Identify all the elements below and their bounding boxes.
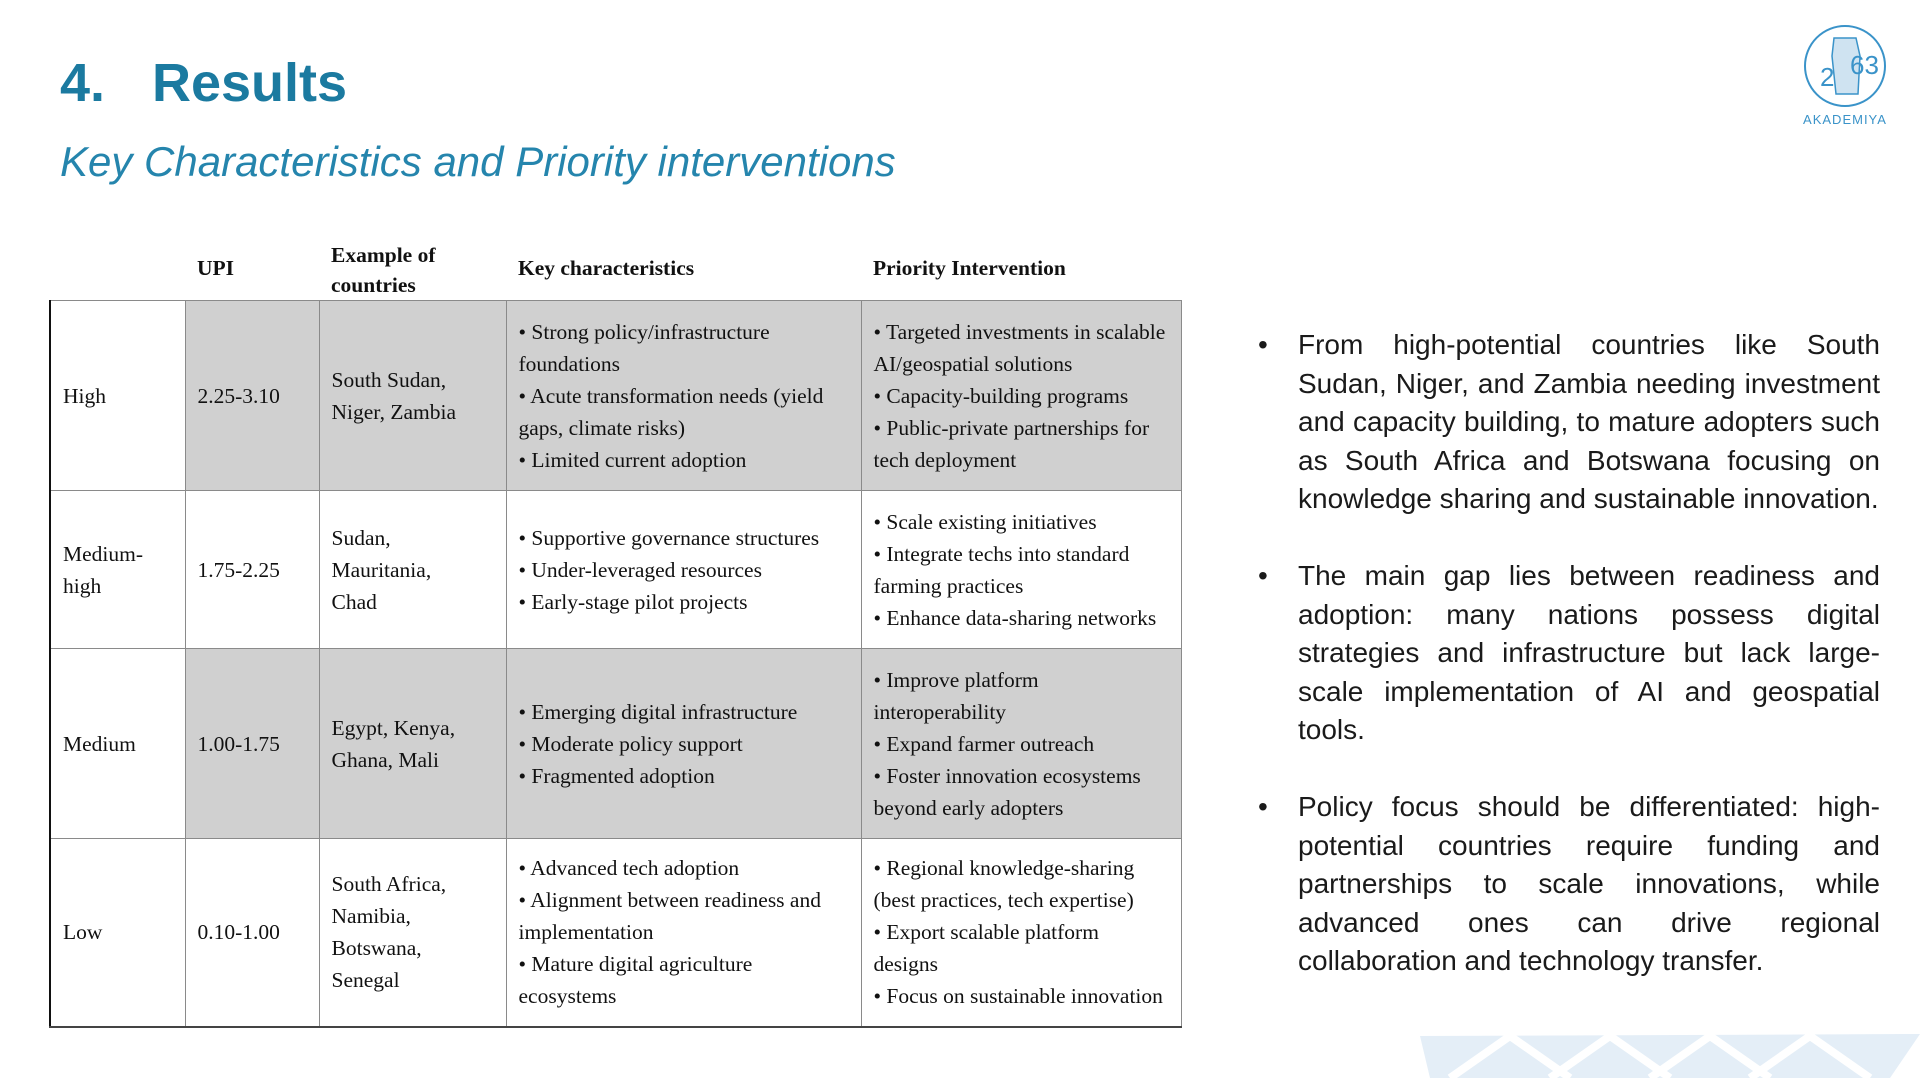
bullet-icon: •: [1258, 790, 1268, 822]
cell-characteristics: [506, 649, 861, 839]
bullet-icon: •: [1258, 559, 1268, 591]
cell-line: • Mature digital agriculture ecosystems: [518, 952, 753, 1009]
cell-line: Senegal: [331, 968, 400, 993]
cell-upi: 1.00-1.75: [185, 649, 319, 839]
header-intervention: Priority Intervention: [873, 256, 1066, 280]
cell-level: High: [50, 301, 185, 491]
cell-upi: 0.10-1.00: [185, 839, 319, 1027]
cell-interventions: [861, 491, 1181, 649]
svg-text:63: 63: [1850, 50, 1879, 80]
cell-countries: [319, 491, 506, 649]
cell-line: • Focus on sustainable innovation: [873, 984, 1163, 1009]
header-upi: UPI: [197, 256, 235, 280]
cell-line: • Enhance data-sharing networks: [873, 605, 1157, 630]
section-number: 4.: [60, 53, 106, 113]
table-row: [50, 491, 1181, 649]
header-countries: Example of countries: [331, 243, 436, 297]
cell-characteristics: [506, 301, 861, 491]
header-level: [50, 236, 185, 301]
cell-line: • Regional knowledge-sharing (best practices, tech expertise): [873, 856, 1135, 913]
cell-line: • Moderate policy support: [518, 731, 743, 756]
logo-text: AKADEMIYA: [1803, 112, 1887, 127]
cell-interventions: [861, 301, 1181, 491]
table-row: [50, 839, 1181, 1027]
bullet-text: The main gap lies between readiness and adoption: many nations possess digital strategies and infrastructure but lack large-scale implementation of AI and geospatial tools.: [1298, 559, 1880, 746]
cell-line: • Capacity-building programs: [873, 383, 1129, 408]
bullet-text: Policy focus should be differentiated: high-potential countries require funding and partnerships to scale innovations, while advanced ones can drive regional collaboration and technology transfer.: [1298, 790, 1880, 977]
akademiya-logo: [1800, 22, 1890, 127]
cell-level: Medium-high: [50, 491, 185, 649]
svg-text:2: 2: [1820, 62, 1835, 92]
cell-countries: [319, 301, 506, 491]
cell-characteristics: [506, 839, 861, 1027]
section-title: [60, 52, 347, 114]
cell-line: Niger, Zambia: [331, 399, 457, 424]
cell-level: Low: [50, 839, 185, 1027]
cell-line: Ghana, Mali: [331, 747, 439, 772]
cell-interventions: [861, 839, 1181, 1027]
cell-line: South Africa,: [331, 872, 447, 897]
table-header-row: [50, 236, 1181, 301]
cell-level: Medium: [50, 649, 185, 839]
section-subtitle: Key Characteristics and Priority interventions: [60, 138, 896, 185]
cell-line: Chad: [331, 589, 377, 614]
cell-countries: [319, 839, 506, 1027]
cell-line: • Scale existing initiatives: [873, 509, 1097, 534]
cell-line: • Emerging digital infrastructure: [518, 699, 798, 724]
cell-countries: [319, 649, 506, 839]
logo-emblem-icon: [1800, 22, 1890, 110]
bullet-icon: •: [1258, 329, 1268, 360]
cell-line: Namibia,: [331, 904, 411, 929]
cell-line: • Supportive governance structures: [518, 525, 820, 550]
cell-line: • Foster innovation ecosystems beyond early adopters: [873, 763, 1141, 820]
cell-line: • Targeted investments in scalable AI/geospatial solutions: [873, 319, 1166, 376]
cell-line: • Acute transformation needs (yield gaps, climate risks): [518, 383, 824, 440]
table-row: [50, 301, 1181, 491]
cell-line: • Alignment between readiness and implementation: [518, 888, 821, 945]
cell-line: • Export scalable platform designs: [873, 920, 1099, 977]
section-title-text: Results: [152, 53, 348, 113]
cell-line: • Integrate techs into standard farming practices: [873, 541, 1130, 598]
cell-line: Sudan,: [331, 525, 391, 550]
cell-line: • Under-leveraged resources: [518, 557, 762, 582]
bullet-item: [1258, 557, 1880, 750]
bullet-item: [1258, 326, 1880, 519]
cell-line: • Advanced tech adoption: [518, 856, 740, 881]
priority-table: [49, 236, 1182, 1028]
cell-line: • Expand farmer outreach: [873, 731, 1095, 756]
cell-line: Mauritania,: [331, 557, 432, 582]
cell-line: • Early-stage pilot projects: [518, 589, 748, 614]
cell-characteristics: [506, 491, 861, 649]
decorative-triangle-banner: [1420, 1028, 1920, 1080]
bullet-item: [1258, 788, 1880, 981]
cell-line: Botswana,: [331, 936, 422, 961]
cell-line: • Fragmented adoption: [518, 763, 715, 788]
cell-line: South Sudan,: [331, 367, 447, 392]
cell-line: Egypt, Kenya,: [331, 715, 456, 740]
cell-line: • Public-private partnerships for tech deployment: [873, 415, 1150, 472]
cell-line: • Strong policy/infrastructure foundations: [518, 319, 770, 376]
cell-upi: 2.25-3.10: [185, 301, 319, 491]
cell-upi: 1.75-2.25: [185, 491, 319, 649]
table-row: [50, 649, 1181, 839]
bullet-text: From high-potential countries like South Sudan, Niger, and Zambia needing investment and capacity building, to mature adopters such as South Africa and Botswana focusing on knowledge sharing and sustainable innovation.: [1298, 329, 1880, 515]
header-characteristics: Key characteristics: [518, 256, 695, 280]
cell-line: • Limited current adoption: [518, 447, 747, 472]
cell-interventions: [861, 649, 1181, 839]
summary-bullets: [1258, 326, 1880, 1019]
cell-line: • Improve platform interoperability: [873, 667, 1039, 724]
